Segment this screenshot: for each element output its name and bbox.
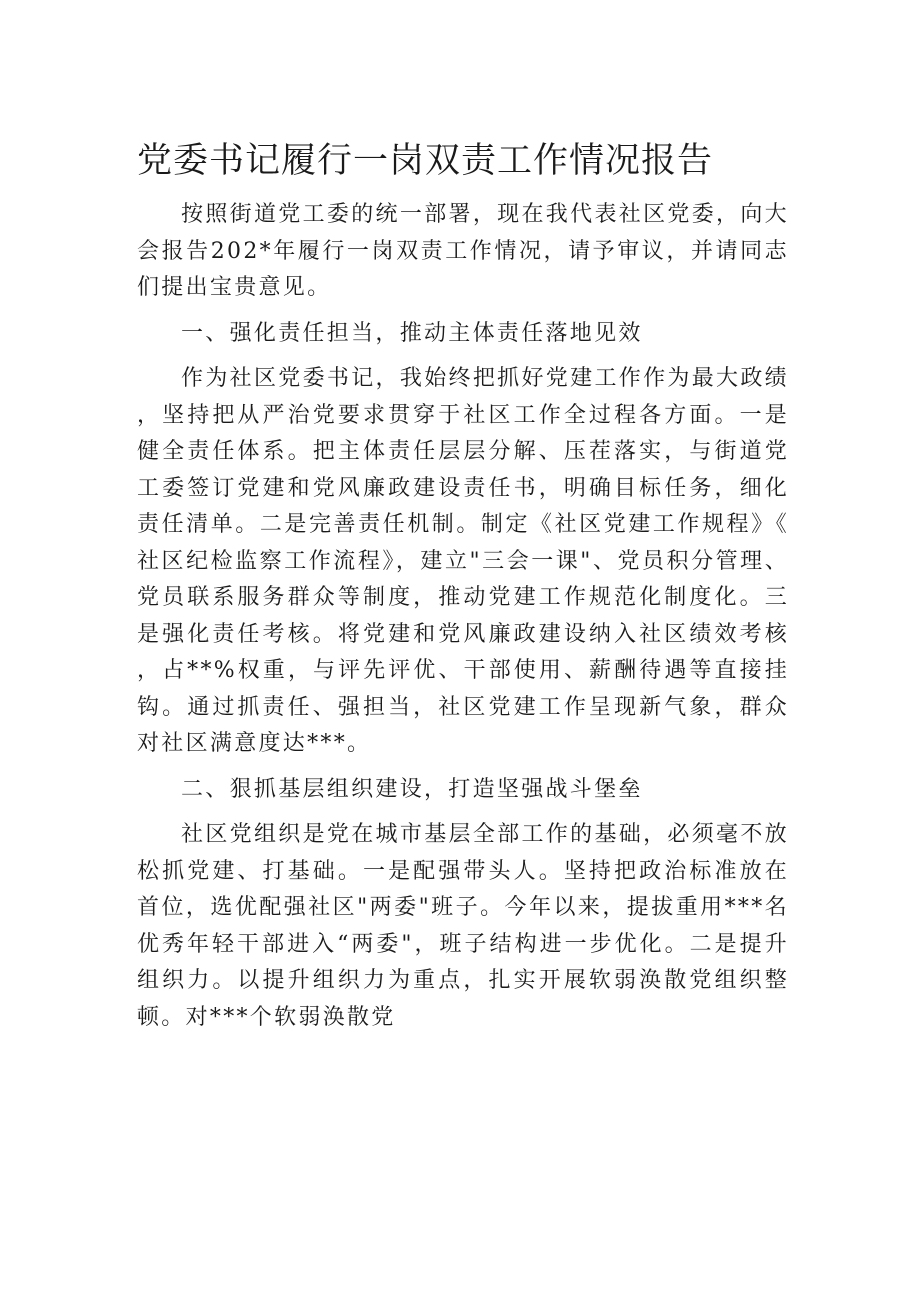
paragraph-gap bbox=[137, 763, 789, 772]
paragraph-gap bbox=[137, 808, 789, 817]
section-2-heading: 二、狠抓基层组织建设，打造坚强战斗堡垒 bbox=[181, 776, 643, 802]
section-1-paragraph: 作为社区党委书记，我始终把抓好党建工作作为最大政绩，坚持把从严治党要求贯穿于社区工作全过程各方面。一是健全责任体系。把主体责任层层分解、压茬落实，与街道党工委签订党建和党风廉政建设责任书，明确目标任务，细化责任清单。二是完善责任机制。制定《社区党建工作规程》《社区纪检监察工作流程》，建立"三会一课"、党员积分管理、党员联系服务群众等制度，推动党建工作规范化制度化。三是强化责任考核。将党建和党风廉政建设纳入社区绩效考核，占**%权重，与评先评优、干部使用、薪酬待遇等直接挂钩。通过抓责任、强担当，社区党建工作呈现新气象，群众对社区满意度达***。 bbox=[137, 366, 789, 756]
intro-paragraph: 按照街道党工委的统一部署，现在我代表社区党委，向大会报告202*年履行一岗双责工作情况，请予审议，并请同志们提出宝贵意见。 bbox=[137, 202, 789, 300]
section-2-paragraph: 社区党组织是党在城市基层全部工作的基础，必须毫不放松抓党建、打基础。一是配强带头人。坚持把政治标准放在首位，选优配强社区"两委"班子。今年以来，提拔重用***名优秀年轻干部进入“两委"，班子结构进一步优化。二是提升组织力。以提升组织力为重点，扎实开展软弱涣散党组织整顿。对***个软弱涣散党 bbox=[137, 822, 789, 1030]
paragraph-gap bbox=[137, 352, 789, 361]
document-body bbox=[137, 197, 789, 1036]
paragraph-gap bbox=[137, 307, 789, 316]
section-1-heading: 一、强化责任担当，推动主体责任落地见效 bbox=[181, 320, 643, 346]
document-title: 党委书记履行一岗双责工作情况报告 bbox=[137, 141, 714, 181]
